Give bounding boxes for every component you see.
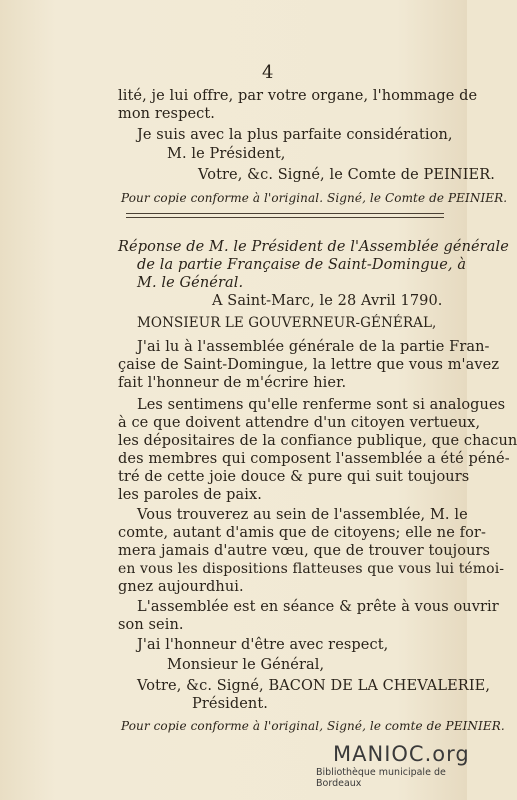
text-line: en vous les dispositions flatteuses que vous lui témoi-	[118, 561, 505, 577]
text-line: des membres qui composent l'assemblée a été péné-	[118, 451, 510, 467]
section-divider-thin	[126, 217, 444, 218]
text-line: M. le Président,	[167, 146, 286, 162]
manioc-logo: MANIOC.org	[333, 742, 470, 766]
text-line: tré de cette joie douce & pure qui suit toujours	[118, 469, 470, 485]
reply-heading: M. le Général.	[137, 275, 244, 291]
dateline: A Saint-Marc, le 28 Avril 1790.	[212, 293, 443, 309]
text-line: çaise de Saint-Domingue, la lettre que vous m'avez	[118, 357, 500, 373]
text-line: Monsieur le Général,	[167, 657, 325, 673]
page-number: 4	[262, 62, 274, 83]
reply-heading: de la partie Française de Saint-Domingue, à	[137, 257, 467, 273]
text-line: les dépositaires de la confiance publique, que chacun	[118, 433, 517, 449]
copy-note: Pour copie conforme à l'original. Signé, le Comte de PEINIER.	[121, 191, 508, 205]
text-line: à ce que doivent attendre d'un citoyen vertueux,	[118, 415, 481, 431]
text-line: mon respect.	[118, 106, 216, 122]
text-line: lité, je lui offre, par votre organe, l'hommage de	[118, 88, 478, 104]
library-credit: Bibliothèque municipale de Bordeaux	[316, 767, 446, 789]
signature-line: Votre, &c. Signé, le Comte de PEINIER.	[198, 167, 495, 183]
text-line: fait l'honneur de m'écrire hier.	[118, 375, 347, 391]
text-line: son sein.	[118, 617, 184, 633]
text-line: L'assemblée est en séance & prête à vous ouvrir	[137, 599, 499, 615]
text-line: J'ai lu à l'assemblée générale de la partie Fran-	[137, 339, 490, 355]
text-line: J'ai l'honneur d'être avec respect,	[137, 637, 389, 653]
signature-title: Président.	[192, 696, 268, 712]
text-line: mera jamais d'autre vœu, que de trouver toujours	[118, 543, 491, 559]
salutation: MONSIEUR LE GOUVERNEUR-GÉNÉRAL,	[137, 315, 437, 331]
reply-heading: Réponse de M. le Président de l'Assemblée générale	[118, 239, 509, 255]
text-line: comte, autant d'amis que de citoyens; elle ne for-	[118, 525, 486, 541]
copy-note: Pour copie conforme à l'original, Signé, le comte de PEINIER.	[121, 719, 505, 733]
text-line: Je suis avec la plus parfaite considération,	[137, 127, 453, 143]
text-line: gnez aujourdhui.	[118, 579, 244, 595]
section-divider	[126, 213, 444, 214]
text-line: Les sentimens qu'elle renferme sont si analogues	[137, 397, 506, 413]
text-line: les paroles de paix.	[118, 487, 262, 503]
signature-line: Votre, &c. Signé, BACON DE LA CHEVALERIE,	[137, 678, 491, 694]
text-line: Vous trouverez au sein de l'assemblée, M. le	[137, 507, 468, 523]
